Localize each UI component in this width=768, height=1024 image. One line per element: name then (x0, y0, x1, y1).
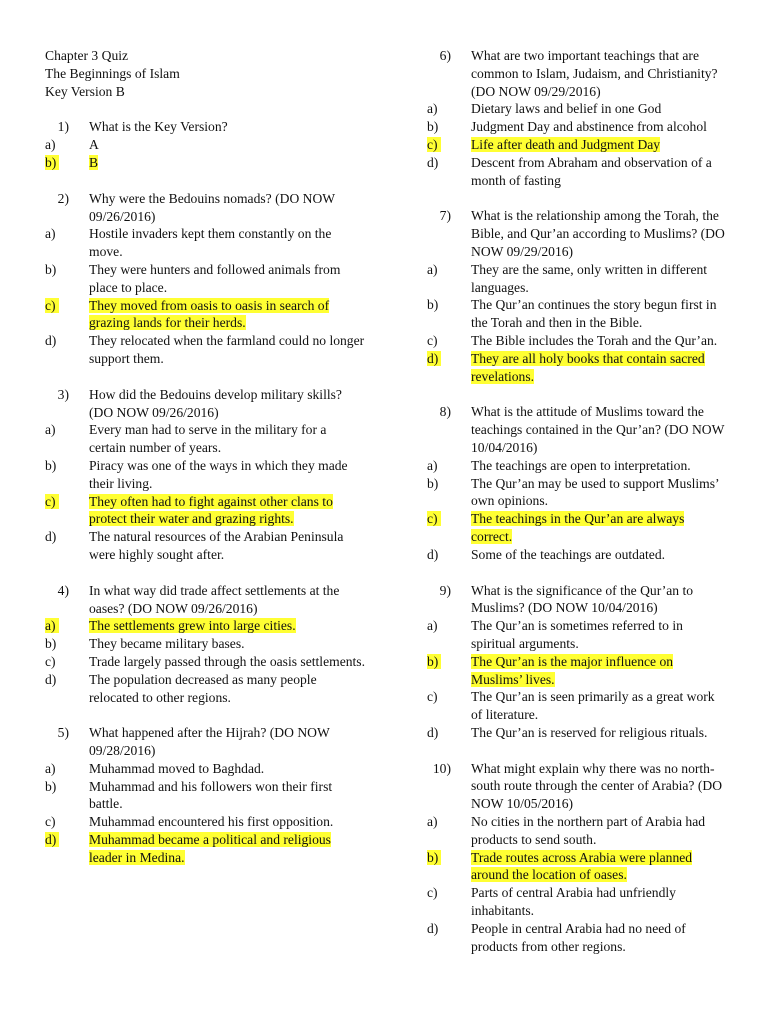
option-letter: c) (45, 494, 59, 509)
answer-option (427, 457, 727, 475)
option-text-cell (471, 510, 727, 546)
question-prompt (45, 190, 365, 226)
option-letter-cell (427, 617, 451, 653)
question-prompt (427, 403, 727, 456)
option-text: Trade largely passed through the oasis settlements. (89, 653, 365, 669)
option-text-cell (89, 635, 365, 653)
option-letter-cell (45, 813, 69, 831)
answer-option (45, 136, 365, 154)
option-text: Hostile invaders kept them constantly on the move. (89, 226, 332, 260)
question-block (427, 403, 727, 563)
option-text: Trade routes across Arabia were planned around the location of oases. (471, 849, 693, 883)
option-letter: b) (427, 297, 439, 313)
answer-option-correct (45, 493, 365, 529)
option-letter-cell (45, 653, 69, 671)
left-column (45, 47, 365, 867)
option-text-cell (89, 760, 365, 778)
question-prompt (427, 47, 727, 100)
answer-option (45, 261, 365, 297)
option-letter: d) (427, 920, 439, 936)
answer-option-correct (45, 617, 365, 635)
option-letter-cell (427, 261, 451, 297)
answer-option (427, 332, 727, 350)
answer-option (45, 332, 365, 368)
option-letter: a) (427, 814, 438, 830)
option-letter: a) (427, 101, 438, 117)
option-text: Muhammad encountered his first opposition. (89, 814, 334, 830)
option-text-cell (471, 332, 727, 350)
option-text-cell (471, 118, 727, 136)
answer-option (45, 225, 365, 261)
quiz-title: Chapter 3 Quiz (45, 48, 129, 63)
right-question-list (427, 47, 727, 955)
answer-option (427, 154, 727, 190)
option-text-cell (89, 493, 365, 529)
question-number: 8) (439, 404, 451, 420)
question-text: What is the relationship among the Torah, the Bible, and Qur’an according to Muslims? (DO NOW 09/29/2016) (471, 208, 725, 259)
question-text: Why were the Bedouins nomads? (DO NOW 09/26/2016) (89, 190, 335, 224)
answer-option (45, 635, 365, 653)
option-text-cell (471, 296, 727, 332)
answer-option (45, 671, 365, 707)
option-letter: b) (45, 155, 59, 170)
option-letter: b) (427, 654, 441, 669)
option-text: Parts of central Arabia had unfriendly inhabitants. (471, 885, 676, 919)
option-letter-cell (427, 475, 451, 511)
option-letter-cell (427, 510, 451, 546)
option-text: The teachings are open to interpretation. (471, 457, 691, 473)
answer-option (45, 528, 365, 564)
option-letter: d) (45, 671, 57, 687)
question-text: In what way did trade affect settlements at the oases? (DO NOW 09/26/2016) (89, 582, 340, 616)
option-letter-cell (45, 493, 69, 529)
question-number: 2) (57, 190, 69, 206)
option-text-cell (471, 475, 727, 511)
option-text-cell (471, 724, 727, 742)
answer-option (427, 118, 727, 136)
option-letter-cell (427, 457, 451, 475)
option-text-cell (89, 457, 365, 493)
answer-option-correct (45, 154, 365, 172)
option-letter: c) (45, 653, 56, 669)
option-text-cell (89, 831, 365, 867)
question-block (427, 582, 727, 742)
option-text-cell (471, 688, 727, 724)
option-letter-cell (427, 332, 451, 350)
question-block (45, 118, 365, 171)
option-letter-cell (427, 724, 451, 742)
option-letter-cell (427, 884, 451, 920)
option-letter: b) (427, 119, 439, 135)
question-prompt (45, 118, 365, 136)
answer-option (427, 813, 727, 849)
option-letter: c) (427, 885, 438, 901)
option-letter-cell (45, 635, 69, 653)
answer-option (427, 617, 727, 653)
question-number: 3) (57, 386, 69, 402)
option-text-cell (89, 225, 365, 261)
option-letter: a) (427, 457, 438, 473)
option-letter: c) (427, 332, 438, 348)
question-number: 1) (57, 119, 69, 135)
answer-option (427, 100, 727, 118)
option-text-cell (89, 261, 365, 297)
answer-option (427, 261, 727, 297)
option-letter: d) (45, 832, 59, 847)
question-number: 5) (57, 725, 69, 741)
option-text: The Qur’an is seen primarily as a great work of literature. (471, 689, 715, 723)
answer-option (427, 688, 727, 724)
option-letter: b) (427, 850, 441, 865)
option-letter: c) (427, 689, 438, 705)
answer-option-correct (45, 297, 365, 333)
option-text: A (89, 137, 99, 153)
option-letter-cell (427, 100, 451, 118)
option-letter-cell (427, 136, 451, 154)
option-letter: c) (45, 814, 56, 830)
question-block (45, 582, 365, 707)
answer-option (45, 760, 365, 778)
answer-option (427, 475, 727, 511)
option-text: B (89, 154, 99, 170)
question-prompt (427, 582, 727, 618)
question-prompt (427, 760, 727, 813)
option-text: People in central Arabia had no need of products from other regions. (471, 920, 686, 954)
option-text-cell (89, 653, 365, 671)
answer-option (427, 884, 727, 920)
option-letter: b) (45, 457, 57, 473)
option-letter-cell (45, 297, 69, 333)
option-letter-cell (45, 528, 69, 564)
option-text: They moved from oasis to oasis in search of grazing lands for their herds. (89, 297, 330, 331)
option-text-cell (89, 617, 365, 635)
option-letter-cell (45, 225, 69, 261)
option-text: Life after death and Judgment Day (471, 136, 661, 152)
option-text: Muhammad and his followers won their first battle. (89, 778, 333, 812)
question-block (427, 47, 727, 189)
option-letter-cell (427, 688, 451, 724)
option-letter: a) (427, 618, 438, 634)
question-number: 4) (57, 582, 69, 598)
option-letter: a) (45, 422, 56, 438)
option-text-cell (471, 136, 727, 154)
option-text: Judgment Day and abstinence from alcohol (471, 119, 707, 135)
question-text: What is the significance of the Qur’an to Muslims? (DO NOW 10/04/2016) (471, 582, 694, 616)
option-letter-cell (427, 653, 451, 689)
option-letter: c) (427, 511, 441, 526)
option-letter: d) (427, 351, 441, 366)
option-letter: a) (45, 137, 56, 153)
option-text: The teachings in the Qur’an are always correct. (471, 511, 685, 544)
option-letter-cell (427, 296, 451, 332)
question-number: 10) (432, 760, 451, 776)
option-text-cell (89, 154, 365, 172)
option-text-cell (471, 884, 727, 920)
option-text-cell (89, 332, 365, 368)
option-text-cell (471, 813, 727, 849)
option-text-cell (89, 528, 365, 564)
option-text-cell (89, 297, 365, 333)
option-letter-cell (45, 760, 69, 778)
option-letter-cell (45, 136, 69, 154)
answer-option (45, 778, 365, 814)
right-column (427, 47, 727, 955)
option-letter: a) (45, 618, 59, 633)
option-letter-cell (45, 332, 69, 368)
option-letter: a) (427, 261, 438, 277)
option-text-cell (471, 100, 727, 118)
answer-option-correct (427, 653, 727, 689)
question-text: What might explain why there was no north-south route through the center of Arabia? (DO NOW 10/05/2016) (471, 760, 723, 812)
answer-option (427, 296, 727, 332)
question-text: What happened after the Hijrah? (DO NOW 09/28/2016) (89, 725, 330, 759)
option-text-cell (471, 849, 727, 885)
option-letter: b) (45, 636, 57, 652)
option-text: The settlements grew into large cities. (89, 618, 296, 634)
option-text: They relocated when the farmland could no longer support them. (89, 333, 365, 366)
option-text: Descent from Abraham and observation of a month of fasting (471, 154, 712, 188)
option-letter: b) (427, 475, 439, 491)
option-letter: d) (45, 529, 57, 545)
option-letter: a) (45, 226, 56, 242)
option-letter: c) (427, 137, 441, 152)
option-text: Some of the teachings are outdated. (471, 546, 666, 562)
answer-option-correct (45, 831, 365, 867)
answer-option (45, 653, 365, 671)
option-letter: b) (45, 778, 57, 794)
option-text: They became military bases. (89, 636, 245, 652)
question-number: 9) (439, 582, 451, 598)
question-block (45, 724, 365, 866)
option-letter-cell (45, 617, 69, 635)
option-text: The Qur’an is sometimes referred to in spiritual arguments. (471, 618, 683, 651)
answer-option-correct (427, 849, 727, 885)
option-letter-cell (45, 831, 69, 867)
option-text: The population decreased as many people relocated to other regions. (89, 671, 317, 705)
option-text: The natural resources of the Arabian Peninsula were highly sought after. (89, 529, 344, 562)
option-text: They often had to fight against other clans to protect their water and grazing rights. (89, 493, 333, 527)
option-text: They are the same, only written in different languages. (471, 261, 708, 295)
option-text-cell (89, 778, 365, 814)
option-letter-cell (45, 671, 69, 707)
option-letter: d) (45, 333, 57, 349)
option-text-cell (471, 154, 727, 190)
answer-option (45, 813, 365, 831)
option-text-cell (471, 920, 727, 956)
option-letter: c) (45, 298, 59, 313)
option-text-cell (471, 617, 727, 653)
answer-option (427, 920, 727, 956)
option-text: They were hunters and followed animals from place to place. (89, 261, 341, 295)
option-letter-cell (427, 813, 451, 849)
option-text: Muhammad moved to Baghdad. (89, 760, 265, 776)
option-letter: d) (427, 724, 439, 740)
option-text-cell (471, 350, 727, 386)
question-block (45, 386, 365, 564)
option-letter-cell (45, 421, 69, 457)
option-text-cell (89, 813, 365, 831)
question-number: 7) (439, 208, 451, 224)
option-text: The Qur’an may be used to support Muslims’ own opinions. (471, 475, 719, 509)
question-text: What are two important teachings that are common to Islam, Judaism, and Christianity? (DO NOW 09/29/2016) (471, 48, 718, 99)
option-text-cell (89, 671, 365, 707)
left-question-list (45, 118, 365, 866)
question-prompt (45, 386, 365, 422)
option-text-cell (471, 546, 727, 564)
option-letter-cell (427, 350, 451, 386)
option-letter: a) (45, 760, 56, 776)
option-letter-cell (427, 546, 451, 564)
option-text-cell (471, 457, 727, 475)
quiz-subtitle: The Beginnings of Islam (45, 65, 180, 81)
key-version: Key Version B (45, 83, 125, 99)
option-letter-cell (427, 849, 451, 885)
question-text: What is the Key Version? (89, 119, 228, 135)
option-letter-cell (45, 261, 69, 297)
option-text: No cities in the northern part of Arabia had products to send south. (471, 814, 706, 847)
option-text-cell (471, 261, 727, 297)
option-letter-cell (427, 920, 451, 956)
answer-option (45, 421, 365, 457)
answer-option (45, 457, 365, 493)
option-text: Piracy was one of the ways in which they made their living. (89, 457, 348, 491)
question-prompt (45, 724, 365, 760)
option-text: They are all holy books that contain sacred revelations. (471, 350, 705, 384)
answer-option-correct (427, 136, 727, 154)
option-letter: d) (427, 546, 439, 562)
option-text: The Qur’an continues the story begun first in the Torah and then in the Bible. (471, 297, 717, 331)
option-letter-cell (45, 457, 69, 493)
option-text: The Qur’an is the major influence on Muslims’ lives. (471, 653, 674, 687)
question-text: How did the Bedouins develop military skills? (DO NOW 09/26/2016) (89, 386, 342, 420)
answer-option (427, 546, 727, 564)
option-text: Dietary laws and belief in one God (471, 101, 662, 117)
answer-option-correct (427, 350, 727, 386)
option-text: The Bible includes the Torah and the Qur’an. (471, 332, 718, 348)
option-text-cell (89, 421, 365, 457)
option-letter-cell (427, 154, 451, 190)
question-block (427, 760, 727, 956)
question-number: 6) (439, 48, 451, 63)
answer-option-correct (427, 510, 727, 546)
answer-option (427, 724, 727, 742)
option-letter-cell (45, 778, 69, 814)
option-text: Every man had to serve in the military for a certain number of years. (89, 422, 327, 456)
question-prompt (45, 582, 365, 618)
option-text: The Qur’an is reserved for religious rituals. (471, 724, 708, 740)
option-letter-cell (427, 118, 451, 136)
option-letter: d) (427, 154, 439, 170)
option-text: Muhammad became a political and religious leader in Medina. (89, 832, 331, 865)
option-text-cell (89, 136, 365, 154)
question-block (45, 190, 365, 368)
option-letter: b) (45, 261, 57, 277)
question-block (427, 207, 727, 385)
question-text: What is the attitude of Muslims toward the teachings contained in the Qur’an? (DO NOW 10/04/2016) (471, 404, 725, 455)
option-letter-cell (45, 154, 69, 172)
question-prompt (427, 207, 727, 260)
option-text-cell (471, 653, 727, 689)
